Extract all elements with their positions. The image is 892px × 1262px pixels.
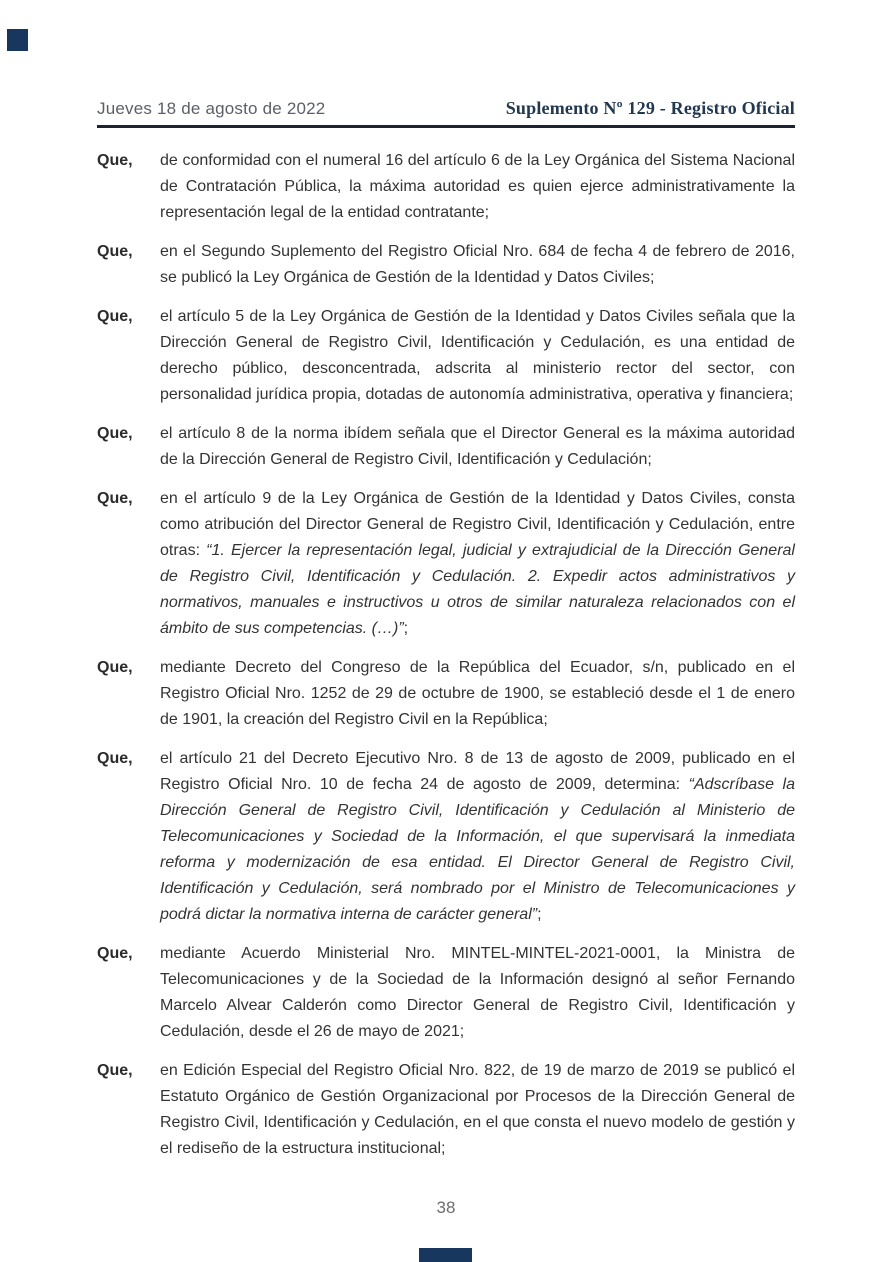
paragraph-text (160, 655, 795, 733)
paragraph-label: Que, (97, 243, 133, 260)
paragraph-text (160, 941, 795, 1045)
paragraph-label: Que, (97, 945, 133, 962)
paragraph-text (160, 1058, 795, 1162)
whereas-paragraph-7 (97, 746, 795, 928)
paragraph-text (160, 239, 795, 291)
paragraph-label: Que, (97, 1062, 133, 1079)
paragraph-label: Que, (97, 308, 133, 325)
paragraph-text (160, 421, 795, 473)
whereas-paragraph-4 (97, 421, 795, 473)
whereas-paragraph-1 (97, 148, 795, 226)
document-body (97, 148, 795, 1162)
text-segment: ; (403, 620, 409, 637)
whereas-paragraph-6 (97, 655, 795, 733)
paragraph-text (160, 304, 795, 408)
whereas-paragraph-3 (97, 304, 795, 408)
header-edition-title: Suplemento Nº 129 - Registro Oficial (505, 98, 795, 118)
text-segment: ; (537, 906, 542, 923)
corner-accent-square (7, 29, 28, 51)
paragraph-text (160, 148, 795, 226)
header-date: Jueves 18 de agosto de 2022 (97, 99, 326, 118)
text-segment: en Edición Especial del Registro Oficial Nro. 822, de 19 de marzo de 2019 se publicó el Estatuto Orgánico de Gestión Organizacional por Procesos de la Dirección General de Registro Civil, Identificación y Cedulación, en el que consta el nuevo modelo de gestión y el rediseño de la estructura institucional; (160, 1062, 795, 1157)
text-segment: en el Segundo Suplemento del Registro Oficial Nro. 684 de fecha 4 de febrero de 2016, se publicó la Ley Orgánica de Gestión de la Identidad y Datos Civiles; (160, 243, 795, 286)
paragraph-text (160, 746, 795, 928)
text-segment: mediante Acuerdo Ministerial Nro. MINTEL-MINTEL-2021-0001, la Ministra de Telecomunicaciones y de la Sociedad de la Información designó al señor Fernando Marcelo Alvear Calderón como Director General de Registro Civil, Identificación y Cedulación, desde el 26 de mayo de 2021; (160, 945, 795, 1040)
bottom-accent-tab (419, 1248, 472, 1262)
paragraph-text (160, 486, 795, 642)
text-segment: el artículo 8 de la norma ibídem señala que el Director General es la máxima autoridad de la Dirección General de Registro Civil, Identificación y Cedulación; (160, 425, 795, 468)
paragraph-label: Que, (97, 490, 133, 507)
whereas-paragraph-9 (97, 1058, 795, 1162)
text-segment-italic: “Adscríbase la Dirección General de Registro Civil, Identificación y Cedulación al Ministerio de Telecomunicaciones y Sociedad de la Información, el que supervisará la inmediata reforma y modernización de esa entidad. El Director General de Registro Civil, Identificación y Cedulación, será nombrado por el Ministro de Telecomunicaciones y podrá dictar la normativa interna de carácter general” (160, 776, 795, 923)
text-segment: el artículo 21 del Decreto Ejecutivo Nro. 8 de 13 de agosto de 2009, publicado en el Registro Oficial Nro. 10 de fecha 24 de agosto de 2009, determina: (160, 750, 795, 793)
whereas-paragraph-8 (97, 941, 795, 1045)
text-segment: en el artículo 9 de la Ley Orgánica de Gestión de la Identidad y Datos Civiles, consta como atribución del Director General de Registro Civil, Identificación y Cedulación, entre otras: (160, 490, 795, 559)
paragraph-label: Que, (97, 659, 133, 676)
paragraph-label: Que, (97, 152, 133, 169)
text-segment-italic: “1. Ejercer la representación legal, judicial y extrajudicial de la Dirección General de Registro Civil, Identificación y Cedulación. 2. Expedir actos administrativos y normativos, manuales e instructivos u otros de similar naturaleza relacionados con el ámbito de sus competencias. (…)” (160, 542, 795, 637)
page-number: 38 (436, 1198, 456, 1217)
text-segment: el artículo 5 de la Ley Orgánica de Gestión de la Identidad y Datos Civiles señala que la Dirección General de Registro Civil, Identificación y Cedulación, es una entidad de derecho público, desconcentrada, adscrita al ministerio rector del sector, con personalidad jurídica propia, dotadas de autonomía administrativa, operativa y financiera; (160, 308, 795, 403)
paragraph-label: Que, (97, 425, 133, 442)
page-header (97, 98, 795, 128)
whereas-paragraph-2 (97, 239, 795, 291)
text-segment: de conformidad con el numeral 16 del artículo 6 de la Ley Orgánica del Sistema Nacional de Contratación Pública, la máxima autoridad es quien ejerce administrativamente la representación legal de la entidad contratante; (160, 152, 795, 221)
paragraph-label: Que, (97, 750, 133, 767)
text-segment: mediante Decreto del Congreso de la República del Ecuador, s/n, publicado en el Registro Oficial Nro. 1252 de 29 de octubre de 1900, se estableció desde el 1 de enero de 1901, la creación del Registro Civil en la República; (160, 659, 795, 728)
whereas-paragraph-5 (97, 486, 795, 642)
